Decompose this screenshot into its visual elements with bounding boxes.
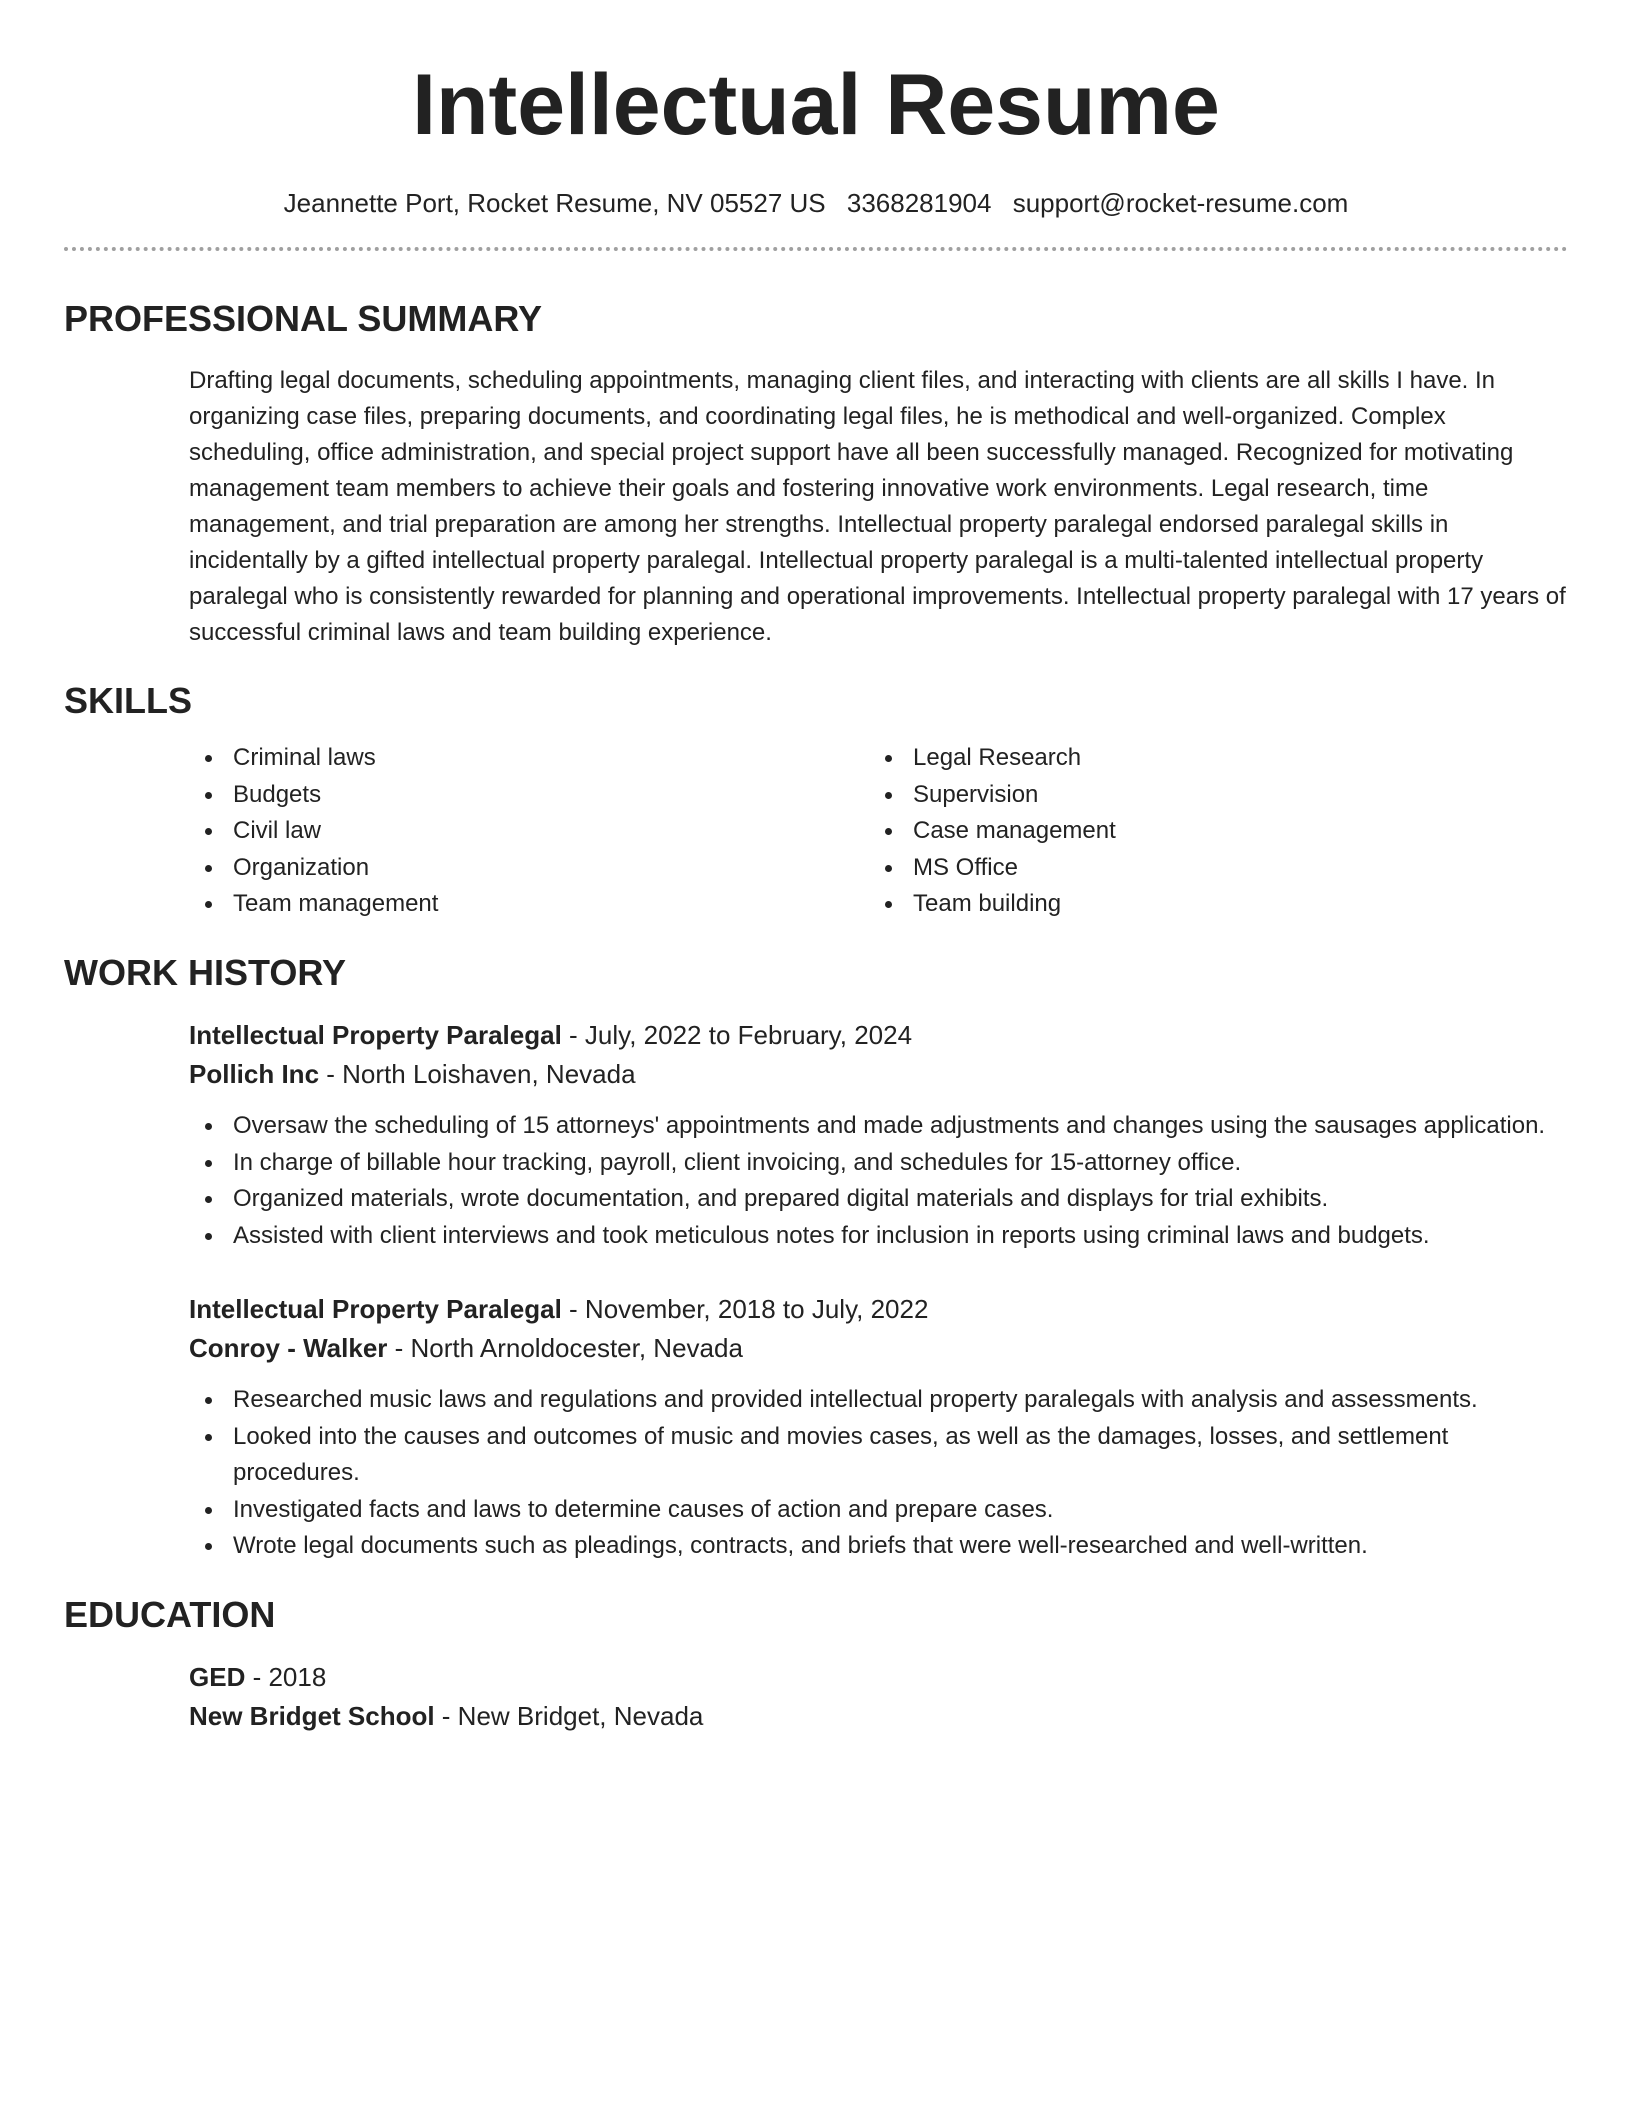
contact-phone: 3368281904 xyxy=(846,188,992,218)
skill-item: Team building xyxy=(869,886,1568,923)
job-title-line xyxy=(189,1290,1568,1329)
skill-item: Organization xyxy=(189,850,869,887)
skills-column-right xyxy=(869,740,1568,923)
job-duty: Oversaw the scheduling of 15 attorneys' appointments and made adjustments and changes using the sausages application. xyxy=(189,1108,1568,1145)
job-duty: Researched music laws and regulations and provided intellectual property paralegals with analysis and assessments. xyxy=(189,1382,1568,1419)
skills-heading: SKILLS xyxy=(64,679,193,721)
education-heading: EDUCATION xyxy=(64,1593,276,1635)
skill-item: MS Office xyxy=(869,850,1568,887)
work-history-heading: WORK HISTORY xyxy=(64,951,347,993)
skill-item: Supervision xyxy=(869,777,1568,814)
skill-item: Team management xyxy=(189,886,869,923)
summary-heading: PROFESSIONAL SUMMARY xyxy=(64,298,543,339)
skill-item: Civil law xyxy=(189,813,869,850)
job-duty: Organized materials, wrote documentation, and prepared digital materials and displays for trial exhibits. xyxy=(189,1181,1568,1218)
skill-item: Criminal laws xyxy=(189,740,869,777)
education-entry xyxy=(189,1658,1568,1736)
education-location: - New Bridget, Nevada xyxy=(434,1701,704,1732)
education-degree: GED xyxy=(189,1662,246,1693)
resume-title: Intellectual Resume xyxy=(412,57,1220,153)
skill-item: Case management xyxy=(869,813,1568,850)
job-duty: Assisted with client interviews and took meticulous notes for inclusion in reports using criminal laws and budgets. xyxy=(189,1218,1568,1255)
job-company: Conroy - Walker xyxy=(189,1333,388,1364)
header-divider xyxy=(64,247,1568,251)
job-company: Pollich Inc xyxy=(189,1059,320,1090)
job-title-line xyxy=(189,1016,1568,1055)
job-company-line xyxy=(189,1329,1568,1368)
contact-address: Jeannette Port, Rocket Resume, NV 05527 US xyxy=(283,188,826,218)
job-entry xyxy=(189,1016,1568,1254)
job-location: - North Arnoldocester, Nevada xyxy=(387,1333,743,1364)
job-dates: - July, 2022 to February, 2024 xyxy=(561,1020,913,1051)
contact-line xyxy=(64,188,1568,219)
skill-item: Budgets xyxy=(189,777,869,814)
job-dates: - November, 2018 to July, 2022 xyxy=(561,1294,929,1325)
skills-column-left xyxy=(189,740,869,923)
education-year: - 2018 xyxy=(245,1662,327,1693)
skill-item: Legal Research xyxy=(869,740,1568,777)
skills-list xyxy=(189,740,1568,923)
education-degree-line xyxy=(189,1658,1568,1697)
job-title: Intellectual Property Paralegal xyxy=(189,1020,562,1051)
job-location: - North Loishaven, Nevada xyxy=(319,1059,636,1090)
job-company-line xyxy=(189,1055,1568,1094)
job-duty: Investigated facts and laws to determine causes of action and prepare cases. xyxy=(189,1492,1568,1529)
job-duty: In charge of billable hour tracking, payroll, client invoicing, and schedules for 15-attorney office. xyxy=(189,1145,1568,1182)
contact-email: support@rocket-resume.com xyxy=(1012,188,1349,218)
job-duty: Looked into the causes and outcomes of music and movies cases, as well as the damages, losses, and settlement procedures. xyxy=(189,1419,1568,1492)
job-title: Intellectual Property Paralegal xyxy=(189,1294,562,1325)
job-entry xyxy=(189,1290,1568,1565)
education-school-line xyxy=(189,1697,1568,1736)
job-duties xyxy=(189,1382,1568,1565)
job-duties xyxy=(189,1108,1568,1254)
education-school: New Bridget School xyxy=(189,1701,435,1732)
summary-text: Drafting legal documents, scheduling appointments, managing client files, and interacting with clients are all skills I have. In organizing case files, preparing documents, and coordinating legal files, he is methodical and well-organized. Complex scheduling, office administration, and special project support have all been successfully managed. Recognized for motivating management team members to achieve their goals and fostering innovative work environments. Legal research, time management, and trial preparation are among her strengths. Intellectual property paralegal endorsed paralegal skills in incidentally by a gifted intellectual property paralegal. Intellectual property paralegal is a multi-talented intellectual property paralegal who is consistently rewarded for planning and operational improvements. Intellectual property paralegal with 17 years of successful criminal laws and team building experience. xyxy=(189,366,1566,646)
job-duty: Wrote legal documents such as pleadings, contracts, and briefs that were well-researched and well-written. xyxy=(189,1528,1568,1565)
